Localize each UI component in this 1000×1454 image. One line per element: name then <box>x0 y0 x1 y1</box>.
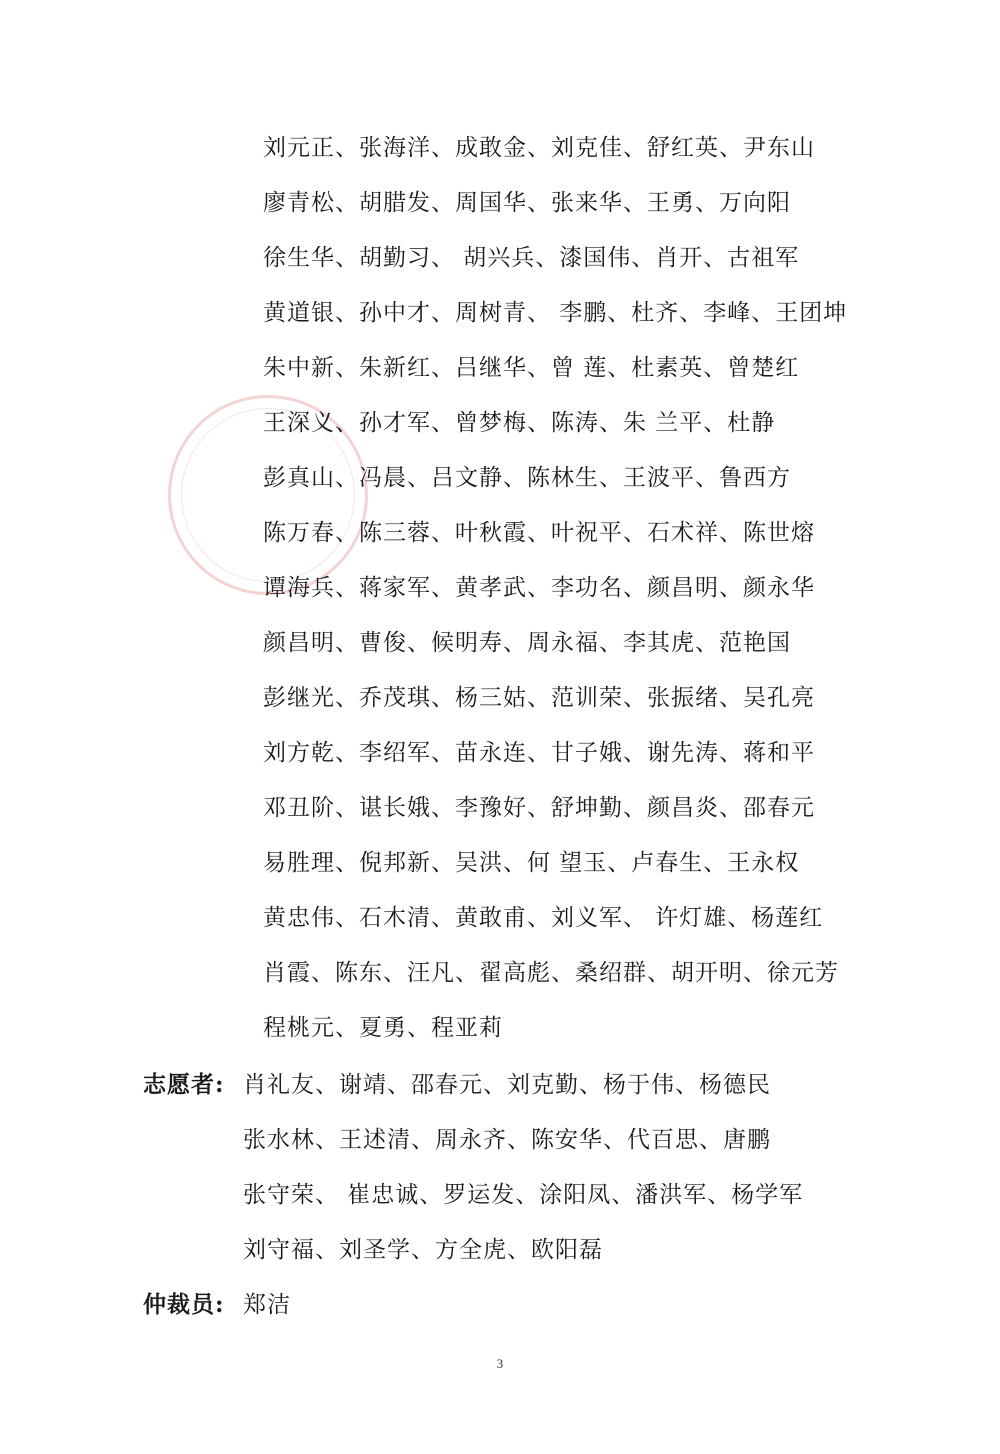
name-line: 黄忠伟、石木清、黄敢甫、刘义军、 许灯雄、杨莲红 <box>263 905 824 931</box>
name-line: 邓丑阶、谌长娥、李豫好、舒坤勤、颜昌炎、邵春元 <box>263 795 815 821</box>
name-line: 颜昌明、曹俊、候明寿、周永福、李其虎、范艳国 <box>263 630 791 656</box>
volunteers-line: 刘守福、刘圣学、方全虎、欧阳磊 <box>243 1237 603 1263</box>
arbitrator-section <box>143 1285 903 1340</box>
name-line: 刘方乾、李绍军、苗永连、甘子娥、谢先涛、蒋和平 <box>263 740 815 766</box>
name-line: 彭继光、乔茂琪、杨三姑、范训荣、张振绪、吴孔亮 <box>263 685 815 711</box>
volunteers-line: 张水林、王述清、周永齐、陈安华、代百思、唐鹏 <box>243 1127 771 1153</box>
name-line: 易胜理、倪邦新、吴洪、何 望玉、卢春生、王永权 <box>263 850 800 876</box>
arbitrator-row <box>143 1285 903 1340</box>
volunteers-line: 张守荣、 崔忠诚、罗运发、涂阳凤、潘洪军、杨学军 <box>243 1182 804 1208</box>
name-line: 黄道银、孙中才、周树青、 李鹏、杜齐、李峰、王团坤 <box>263 300 848 326</box>
arbitrator-label: 仲裁员: <box>143 1291 225 1318</box>
name-line: 朱中新、朱新红、吕继华、曾 莲、杜素英、曾楚红 <box>263 355 800 381</box>
volunteers-section <box>143 1065 903 1285</box>
name-line: 肖霞、陈东、汪凡、翟高彪、桑绍群、胡开明、徐元芳 <box>263 960 839 986</box>
arbitrator-name: 郑洁 <box>243 1292 291 1318</box>
volunteers-row <box>143 1065 903 1120</box>
name-line: 谭海兵、蒋家军、黄孝武、李功名、颜昌明、颜永华 <box>263 575 815 601</box>
name-line: 程桃元、夏勇、程亚莉 <box>263 1015 503 1041</box>
name-line: 陈万春、陈三蓉、叶秋霞、叶祝平、石术祥、陈世熔 <box>263 520 815 546</box>
names-list <box>263 128 903 1063</box>
name-line: 刘元正、张海洋、成敢金、刘克佳、舒红英、尹东山 <box>263 135 815 161</box>
name-line: 徐生华、胡勤习、 胡兴兵、漆国伟、肖开、古祖军 <box>263 245 800 271</box>
name-line: 彭真山、冯晨、吕文静、陈林生、王波平、鲁西方 <box>263 465 791 491</box>
volunteers-label: 志愿者: <box>143 1071 225 1098</box>
volunteers-line: 肖礼友、谢靖、邵春元、刘克勤、杨于伟、杨德民 <box>243 1072 771 1098</box>
page-number: 3 <box>496 1356 504 1371</box>
name-line: 廖青松、胡腊发、周国华、张来华、王勇、万向阳 <box>263 190 791 216</box>
name-line: 王深义、孙才军、曾梦梅、陈涛、朱 兰平、杜静 <box>263 410 776 436</box>
